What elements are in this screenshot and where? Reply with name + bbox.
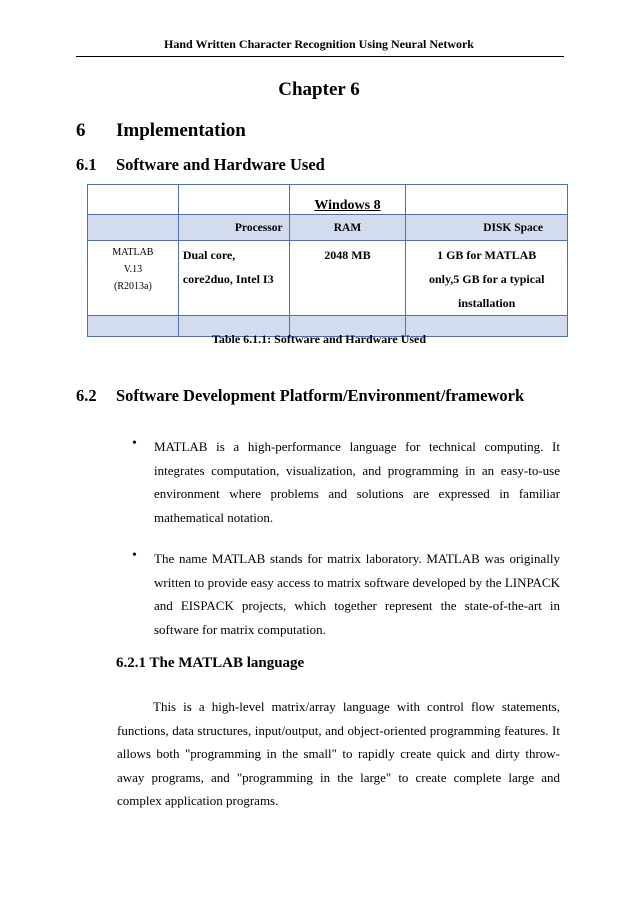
table-header-row [88,215,568,241]
disk-line: installation [458,296,516,310]
table-row [88,241,568,316]
section-title: Implementation [116,120,246,141]
section-number: 6.2 [76,386,97,405]
body-paragraph: This is a high-level matrix/array language with control flow statements, functions, data structures, input/output, and object-oriented programming features. It allows both "programming in the small" to rapidly create quick and dirty throw-away programs, and "programming in the large" to create complete large and complex application programs. [117,699,560,808]
running-header: Hand Written Character Recognition Using Neural Network [164,37,474,51]
section-number: 6 [76,120,86,141]
table-cell [406,185,568,215]
ram-value: 2048 MB [324,248,371,262]
table-os-row [88,185,568,215]
section-title: Software Development Platform/Environment/framework [116,386,525,405]
column-header-processor: Processor [178,215,289,241]
header-divider [76,56,564,57]
software-line: (R2013a) [114,281,152,292]
bullet-marker: • [132,548,137,563]
section-title: Software and Hardware Used [116,155,325,174]
disk-line: only,5 GB for a typical [428,272,545,286]
software-line: MATLAB [112,247,154,258]
table-caption: Table 6.1.1: Software and Hardware Used [211,332,427,346]
section-number: 6.1 [76,155,97,174]
section-heading-6-2 [76,386,524,406]
bullet-text: MATLAB is a high-performance language for technical computing. It integrates computation, visualization, and programming in an easy-to-use environment where problems and solutions are expressed in familiar mathematical notation. [154,439,560,525]
table-cell [88,185,179,215]
ram-cell [289,241,406,316]
processor-line: core2duo, Intel I3 [182,272,274,286]
column-header-disk: DISK Space [406,215,568,241]
section-heading-6-1 [76,155,325,175]
software-cell [88,241,179,316]
disk-line: 1 GB for MATLAB [437,248,537,262]
table-cell [178,185,289,215]
column-header-ram: RAM [289,215,406,241]
processor-cell [178,241,289,316]
software-line: V.13 [123,264,143,275]
processor-line: Dual core, [182,248,236,262]
bullet-text: The name MATLAB stands for matrix laboratory. MATLAB was originally written to provide easy access to matrix software developed by the LINPACK and EISPACK projects, which together represent the state-of-the-art in software for matrix computation. [154,551,560,637]
section-heading-6 [76,120,246,142]
disk-cell [406,241,568,316]
column-header [88,215,179,241]
bullet-marker: • [132,436,137,451]
os-header-cell: Windows 8 [289,185,406,215]
chapter-title: Chapter 6 [278,79,360,100]
subsection-heading-6-2-1: 6.2.1 The MATLAB language [116,655,305,671]
hardware-software-table [87,184,568,337]
